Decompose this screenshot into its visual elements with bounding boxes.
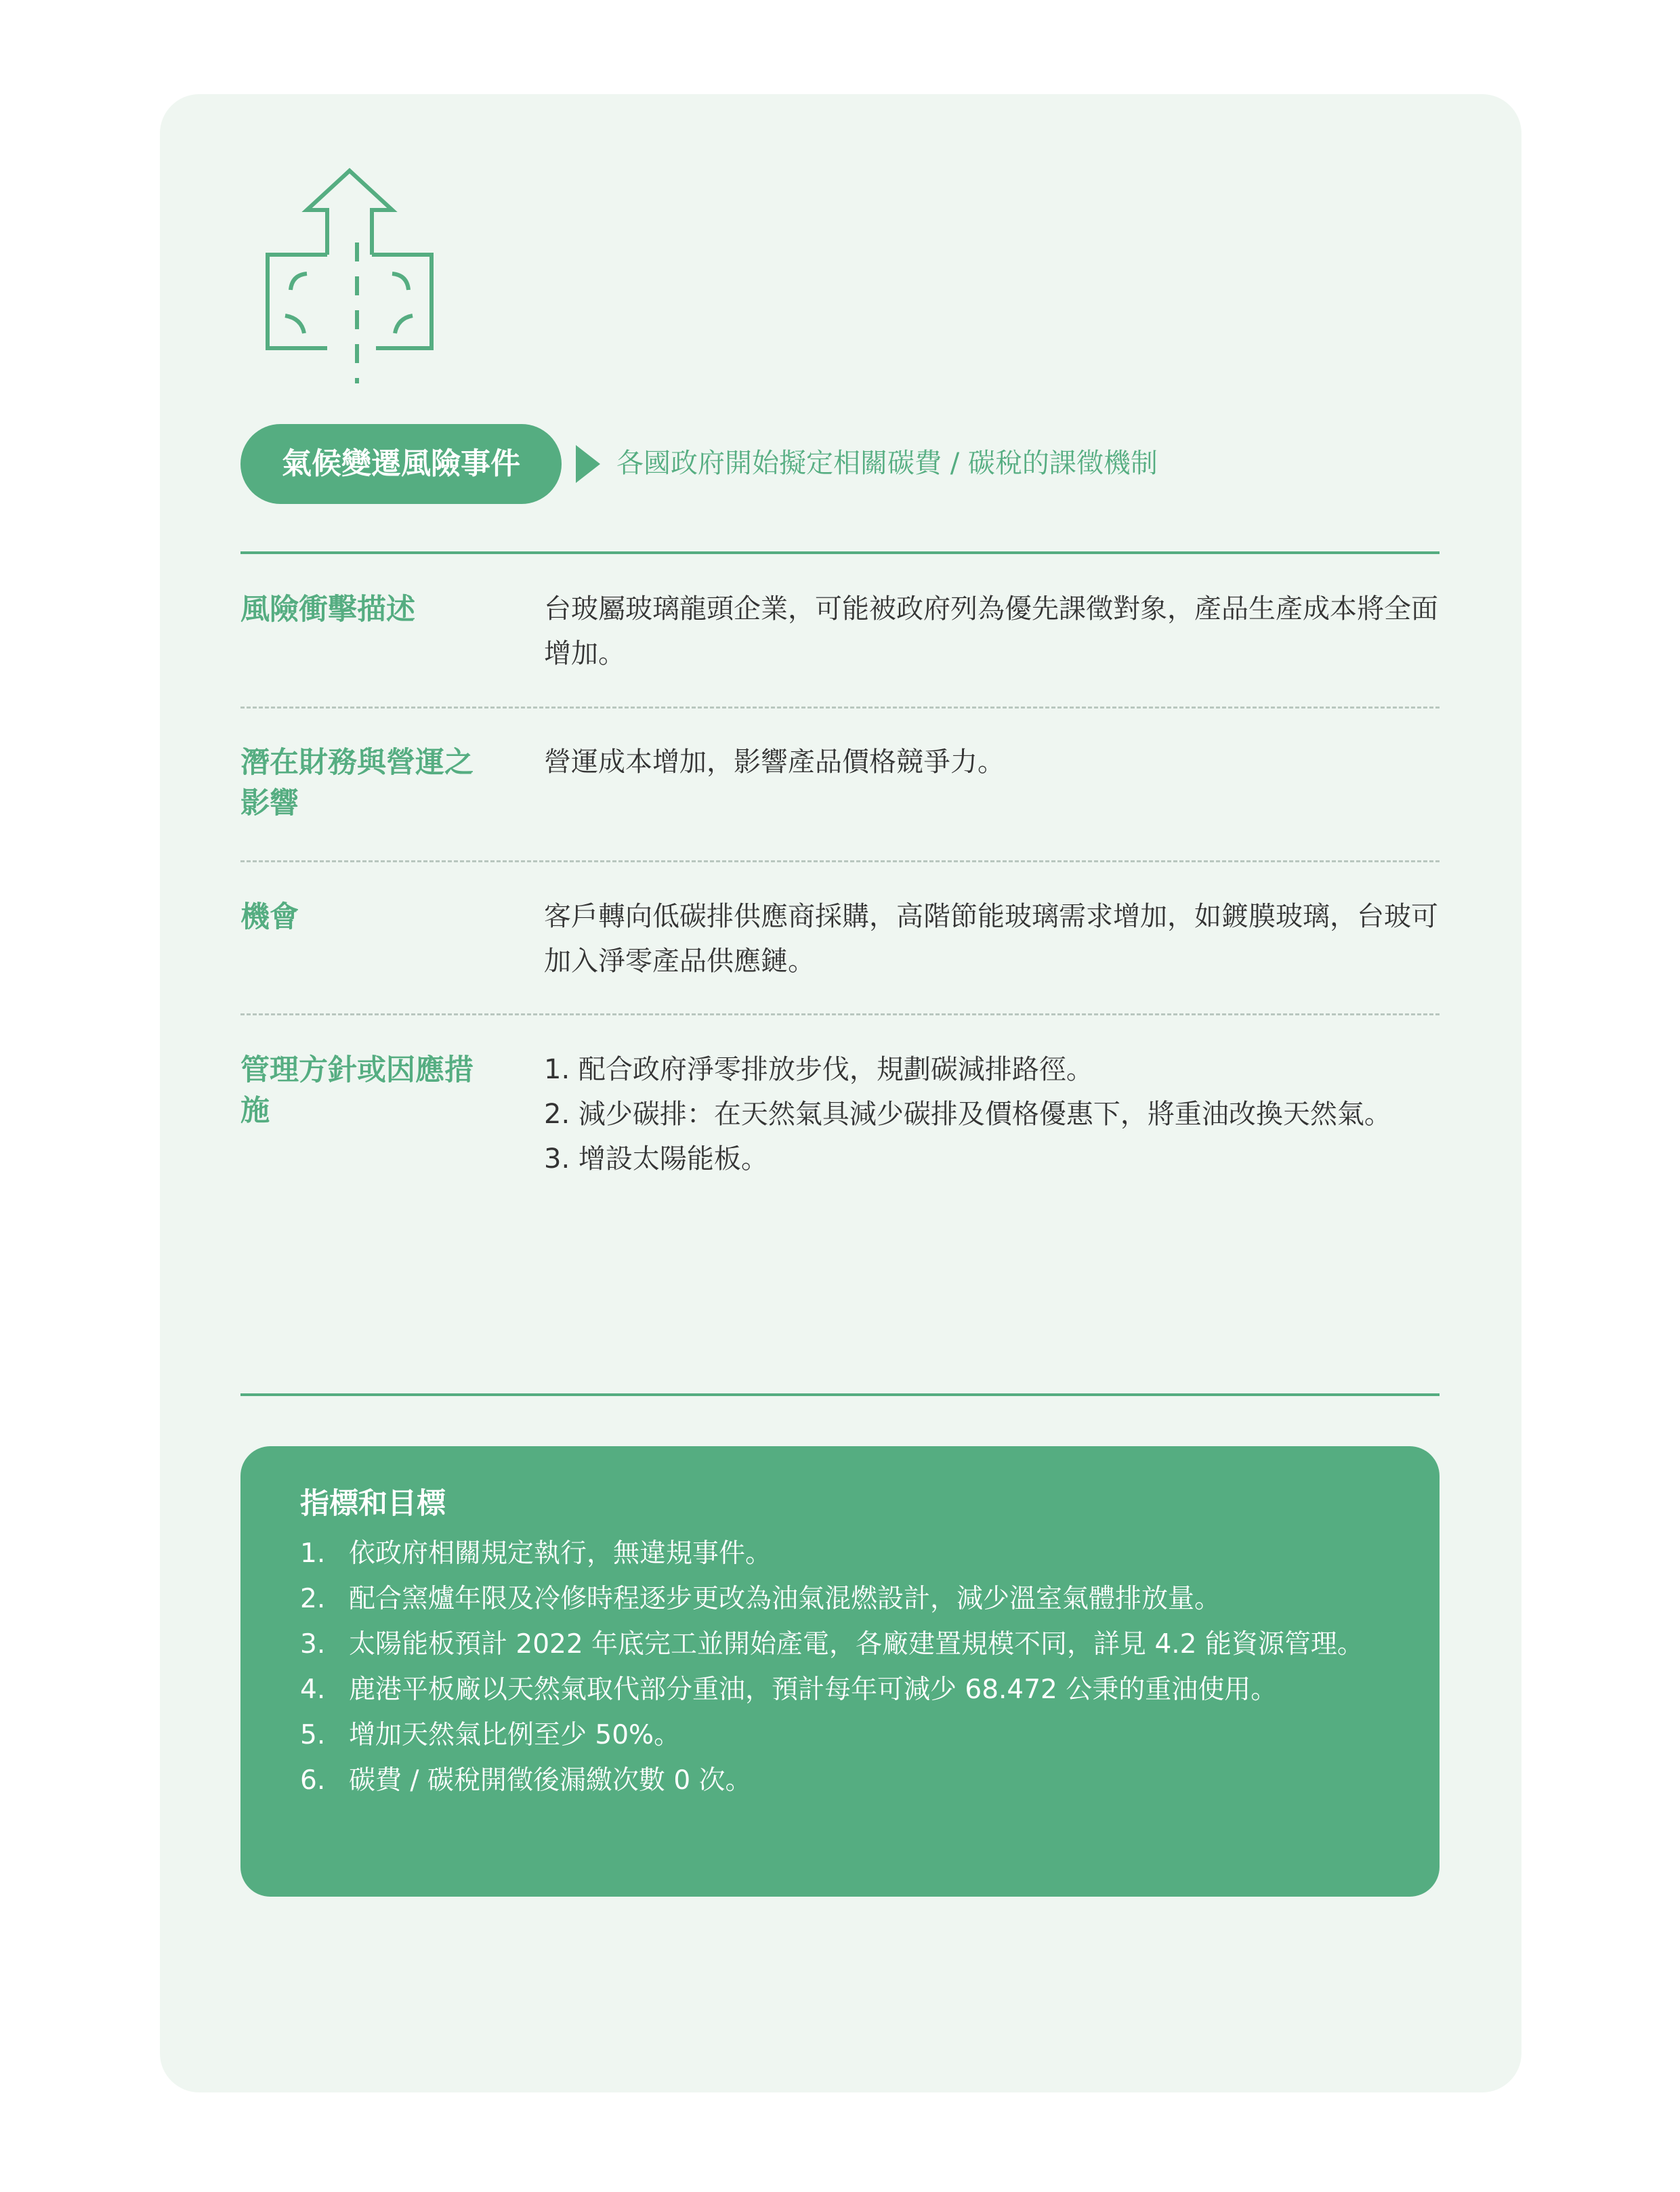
row-divider — [240, 707, 1440, 709]
row-text-line: 台玻屬玻璃龍頭企業，可能被政府列為優先課徵對象，產品生產成本將全面增加。 — [544, 593, 1438, 669]
row-divider — [240, 1013, 1440, 1015]
list-item-number: 5. — [300, 1720, 326, 1750]
row-label-risk-impact: 風險衝擊描述 — [240, 593, 415, 627]
row-label-management: 管理方針或因應措施 — [240, 1053, 474, 1128]
row-text-line: 2. 減少碳排：在天然氣具減少碳排及價格優惠下，將重油改換天然氣。 — [544, 1099, 1391, 1130]
row-text-line: 客戶轉向低碳排供應商採購，高階節能玻璃需求增加，如鍍膜玻璃，台玻可加入淨零產品供應鏈。 — [544, 901, 1438, 977]
list-item-number: 4. — [300, 1674, 326, 1705]
growth-arrow-road-icon — [259, 167, 440, 383]
list-item-text: 鹿港平板廠以天然氣取代部分重油，預計每年可減少 68.472 公秉的重油使用。 — [349, 1674, 1278, 1705]
row-text-opportunity — [544, 894, 1445, 984]
list-item — [300, 1576, 1380, 1622]
row-label-opportunity: 機會 — [240, 900, 299, 934]
list-item-text: 碳費 / 碳稅開徵後漏繳次數 0 次。 — [349, 1765, 752, 1796]
bottom-rule — [240, 1393, 1440, 1396]
list-item — [300, 1531, 1380, 1576]
list-item-number: 1. — [300, 1538, 326, 1569]
list-item-text: 配合窯爐年限及冷修時程逐步更改為油氣混燃設計，減少溫室氣體排放量。 — [349, 1584, 1221, 1614]
risk-event-tag: 氣候變遷風險事件 — [240, 424, 562, 504]
list-item-text: 增加天然氣比例至少 50%。 — [349, 1720, 681, 1750]
list-item-number: 6. — [300, 1765, 326, 1796]
metrics-targets-box — [240, 1446, 1440, 1897]
row-text-line: 3. 增設太陽能板。 — [544, 1143, 768, 1175]
list-item-text: 依政府相關規定執行，無違規事件。 — [349, 1538, 772, 1569]
row-text-line: 營運成本增加，影響產品價格競爭力。 — [544, 746, 1005, 778]
row-text-financial-impact — [544, 740, 1445, 784]
row-divider — [240, 860, 1440, 862]
list-item — [300, 1712, 1380, 1758]
list-item — [300, 1758, 1380, 1803]
metrics-targets-title: 指標和目標 — [300, 1487, 446, 1521]
top-rule — [240, 551, 1440, 554]
row-text-line: 1. 配合政府淨零排放步伐，規劃碳減排路徑。 — [544, 1054, 1093, 1085]
list-item-number: 2. — [300, 1584, 326, 1614]
list-item — [300, 1622, 1380, 1667]
row-text-management — [544, 1047, 1445, 1181]
risk-event-title: 各國政府開始擬定相關碳費 / 碳稅的課徵機制 — [616, 448, 1158, 479]
play-arrow-icon — [576, 445, 600, 483]
list-item-number: 3. — [300, 1629, 326, 1660]
row-text-risk-impact — [544, 587, 1445, 676]
row-label-financial-impact: 潛在財務與營運之影響 — [240, 746, 474, 820]
list-item-text: 太陽能板預計 2022 年底完工並開始產電，各廠建置規模不同，詳見 4.2 能資源管理。 — [349, 1629, 1364, 1660]
list-item — [300, 1667, 1380, 1712]
